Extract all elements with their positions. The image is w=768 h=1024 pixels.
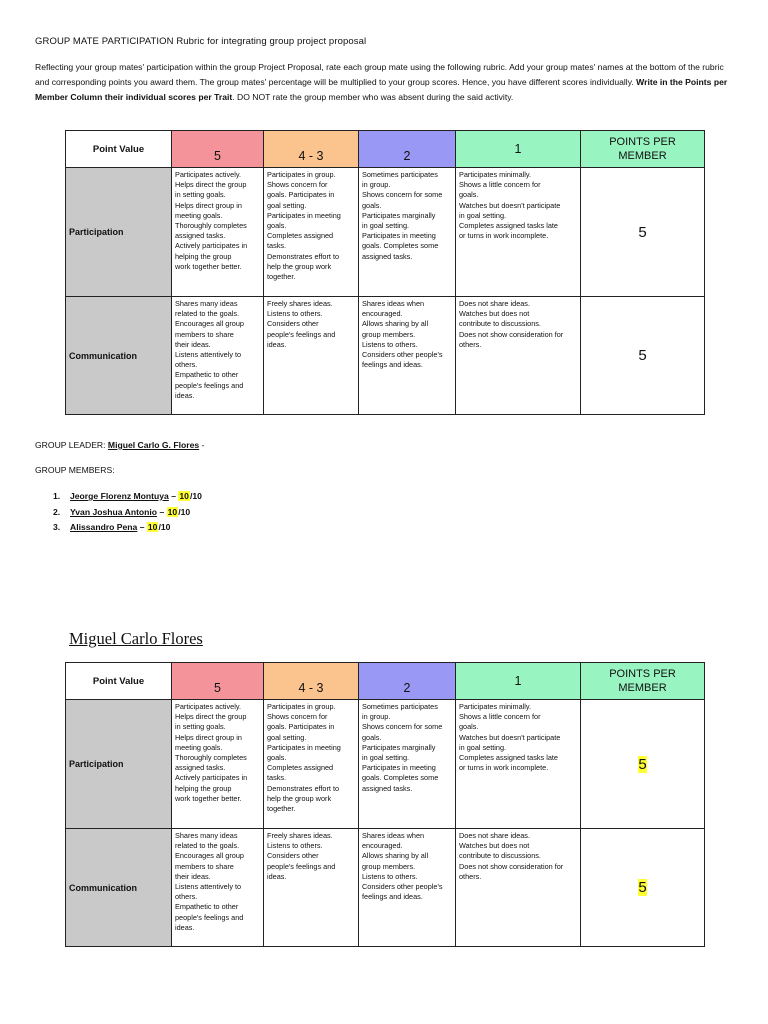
- communication-desc-2: [359, 297, 456, 415]
- group-leader: [35, 440, 204, 450]
- description-line: Participates in meeting: [267, 742, 341, 752]
- score-1-header: 1: [456, 131, 581, 168]
- description-line: in goal setting.: [362, 753, 410, 763]
- description-line: Thoroughly completes: [175, 221, 247, 231]
- description-line: others.: [175, 892, 198, 902]
- description-line: related to the goals.: [175, 841, 240, 851]
- description-line: Listens to others.: [267, 841, 323, 851]
- member-separator: –: [157, 506, 167, 517]
- description-line: work together better.: [175, 261, 242, 271]
- description-line: Encourages all group: [175, 851, 244, 861]
- description-line: feelings and ideas.: [362, 360, 423, 370]
- description-line: feelings and ideas.: [362, 892, 423, 902]
- member-number: 1.: [53, 491, 61, 501]
- description-line: Shows a little concern for: [459, 180, 541, 190]
- description-line: Participates actively.: [175, 702, 241, 711]
- description-line: Helps direct group in: [175, 732, 242, 742]
- member-total: /10: [189, 491, 202, 501]
- participation-score: 5: [638, 223, 647, 241]
- description-line: meeting goals.: [175, 742, 223, 752]
- communication-row: [66, 297, 705, 415]
- description-line: goal setting.: [267, 732, 307, 742]
- description-line: Participates in meeting: [362, 231, 436, 241]
- description-line: in setting goals.: [175, 190, 226, 200]
- participation-desc-1: [456, 168, 581, 297]
- description-line: in goal setting.: [459, 742, 507, 752]
- member-score: 10: [179, 491, 189, 501]
- description-line: Completes assigned tasks late: [459, 753, 558, 763]
- rubric-header-row: [66, 131, 705, 168]
- description-line: together.: [267, 804, 296, 814]
- description-line: Shows concern for some: [362, 722, 443, 732]
- points-per-member-line2: MEMBER: [618, 150, 667, 162]
- description-line: Empathetic to other: [175, 902, 239, 912]
- description-line: Completes assigned: [267, 231, 334, 241]
- description-line: goals.: [267, 753, 287, 763]
- list-item: [53, 505, 202, 521]
- description-line: Thoroughly completes: [175, 753, 247, 763]
- description-line: Does not show consideration for: [459, 329, 564, 339]
- description-line: Demonstrates effort to: [267, 783, 340, 793]
- points-per-member-line2: MEMBER: [618, 682, 667, 694]
- description-line: Participates marginally: [362, 210, 436, 220]
- description-line: contribute to discussions.: [459, 851, 541, 861]
- communication-label: Communication: [66, 829, 172, 947]
- description-line: in group.: [362, 712, 391, 722]
- page-title: GROUP MATE PARTICIPATION Rubric for integrating group project proposal: [35, 36, 367, 47]
- description-line: Sometimes participates: [362, 702, 438, 711]
- description-line: Listens to others.: [362, 339, 418, 349]
- description-line: or turns in work incomplete.: [459, 763, 549, 773]
- description-line: members to share: [175, 329, 234, 339]
- instructions-text: Reflecting your group mates' participation within the group Project Proposal, rate each group mate using the following rubric. Add your group mates' names at the bottom of the rubric and corresponding points you award them. The group mates' percentage will be multiplied to your group scores. Hence, you have different scores individually.: [35, 62, 724, 87]
- description-line: contribute to discussions.: [459, 319, 541, 329]
- description-line: Participates in meeting: [267, 210, 341, 220]
- communication-desc-5: [172, 829, 264, 947]
- communication-label: Communication: [66, 297, 172, 415]
- participation-points: [581, 168, 705, 297]
- description-line: encouraged.: [362, 309, 403, 319]
- description-line: Participates in group.: [267, 170, 336, 179]
- member-total: /10: [178, 506, 191, 517]
- participation-points: [581, 700, 705, 829]
- participation-label: Participation: [66, 168, 172, 297]
- communication-score: 5: [638, 347, 647, 364]
- description-line: others.: [459, 871, 482, 881]
- member-number: 3.: [53, 522, 61, 532]
- description-line: Watches but does not: [459, 309, 530, 319]
- description-line: Shares ideas when: [362, 299, 425, 308]
- description-line: Listens attentively to: [175, 350, 242, 360]
- list-item: [53, 520, 202, 536]
- description-line: work together better.: [175, 793, 242, 803]
- description-line: helping the group: [175, 783, 232, 793]
- participation-label: Participation: [66, 700, 172, 829]
- description-line: Allows sharing by all: [362, 319, 429, 329]
- description-line: goals.: [362, 200, 382, 210]
- communication-desc-4-3: [264, 297, 359, 415]
- description-line: Participates minimally.: [459, 170, 532, 179]
- description-line: Sometimes participates: [362, 170, 438, 179]
- description-line: Participates in group.: [267, 702, 336, 711]
- instructions-bold: Write in the Points per Member Column their individual scores per Trait: [35, 77, 728, 102]
- description-line: Participates in meeting: [362, 763, 436, 773]
- member-list: [53, 489, 202, 536]
- description-line: Participates minimally.: [459, 702, 532, 711]
- member-separator: –: [168, 491, 179, 501]
- description-line: Helps direct the group: [175, 712, 247, 722]
- member-number: 2.: [53, 506, 61, 517]
- description-line: Considers other: [267, 851, 319, 861]
- communication-score: 5: [638, 879, 647, 896]
- description-line: assigned tasks.: [362, 783, 413, 793]
- score-4-3-header: 4 - 3: [264, 131, 359, 168]
- member-name: Jeorge Florenz Montuya: [70, 491, 169, 501]
- description-line: Completes assigned: [267, 763, 334, 773]
- description-line: in group.: [362, 180, 391, 190]
- description-line: goals.: [267, 221, 287, 231]
- communication-desc-1: [456, 297, 581, 415]
- member-separator: –: [137, 522, 147, 532]
- participation-score: 5: [638, 755, 647, 773]
- score-5-header: 5: [172, 131, 264, 168]
- description-line: group members.: [362, 329, 416, 339]
- list-item: [53, 489, 202, 505]
- description-line: others.: [175, 360, 198, 370]
- description-line: in goal setting.: [362, 221, 410, 231]
- participation-desc-1: [456, 700, 581, 829]
- description-line: Actively participates in: [175, 241, 248, 251]
- description-line: people's feelings and: [175, 380, 244, 390]
- group-leader-suffix: -: [199, 440, 205, 450]
- participation-row: [66, 700, 705, 829]
- group-leader-label: GROUP LEADER:: [35, 440, 108, 450]
- communication-points: [581, 297, 705, 415]
- description-line: Does not show consideration for: [459, 861, 564, 871]
- participation-desc-2: [359, 700, 456, 829]
- description-line: Listens to others.: [267, 309, 323, 319]
- description-line: Actively participates in: [175, 773, 248, 783]
- description-line: assigned tasks.: [175, 231, 226, 241]
- description-line: Considers other: [267, 319, 319, 329]
- description-line: Listens attentively to: [175, 882, 242, 892]
- description-line: or turns in work incomplete.: [459, 231, 549, 241]
- description-line: group members.: [362, 861, 416, 871]
- point-value-header: Point Value: [66, 663, 172, 700]
- description-line: ideas.: [175, 390, 195, 400]
- score-5-header: 5: [172, 663, 264, 700]
- description-line: Shares many ideas: [175, 831, 238, 840]
- description-line: ideas.: [175, 922, 195, 932]
- description-line: Does not share ideas.: [459, 831, 530, 840]
- description-line: goals. Participates in: [267, 190, 335, 200]
- description-line: ideas.: [267, 339, 287, 349]
- description-line: goals.: [459, 722, 479, 732]
- rubric-header-row: [66, 663, 705, 700]
- communication-desc-1: [456, 829, 581, 947]
- section-member-name: Miguel Carlo Flores: [69, 629, 203, 648]
- description-line: tasks.: [267, 773, 287, 783]
- participation-desc-2: [359, 168, 456, 297]
- description-line: Shares ideas when: [362, 831, 425, 840]
- participation-row: [66, 168, 705, 297]
- description-line: Shows concern for some: [362, 190, 443, 200]
- description-line: Shows concern for: [267, 712, 328, 722]
- description-line: assigned tasks.: [175, 763, 226, 773]
- communication-desc-4-3: [264, 829, 359, 947]
- instructions: [35, 60, 735, 105]
- description-line: goals.: [362, 732, 382, 742]
- participation-desc-5: [172, 700, 264, 829]
- description-line: goals.: [459, 190, 479, 200]
- description-line: Allows sharing by all: [362, 851, 429, 861]
- instructions-text-2: . DO NOT rate the group member who was absent during the said activity.: [232, 92, 514, 102]
- description-line: Helps direct group in: [175, 200, 242, 210]
- description-line: goals. Completes some: [362, 773, 439, 783]
- description-line: help the group work: [267, 261, 332, 271]
- description-line: tasks.: [267, 241, 287, 251]
- description-line: their ideas.: [175, 871, 211, 881]
- description-line: others.: [459, 339, 482, 349]
- description-line: helping the group: [175, 251, 232, 261]
- description-line: goal setting.: [267, 200, 307, 210]
- member-name: Alissandro Pena: [70, 522, 138, 532]
- description-line: meeting goals.: [175, 210, 223, 220]
- description-line: people's feelings and: [267, 861, 336, 871]
- points-per-member-header: [581, 131, 705, 168]
- description-line: Watches but doesn't participate: [459, 200, 561, 210]
- description-line: Shows a little concern for: [459, 712, 541, 722]
- score-2-header: 2: [359, 663, 456, 700]
- member-total: /10: [158, 522, 171, 532]
- description-line: Completes assigned tasks late: [459, 221, 558, 231]
- points-per-member-line1: POINTS PER: [609, 668, 676, 680]
- participation-desc-5: [172, 168, 264, 297]
- description-line: people's feelings and: [175, 912, 244, 922]
- description-line: people's feelings and: [267, 329, 336, 339]
- description-line: goals. Participates in: [267, 722, 335, 732]
- member-name: Yvan Joshua Antonio: [70, 506, 158, 517]
- description-line: Considers other people's: [362, 882, 443, 892]
- description-line: Helps direct the group: [175, 180, 247, 190]
- group-leader-name: Miguel Carlo G. Flores: [107, 440, 200, 450]
- communication-points: [581, 829, 705, 947]
- points-per-member-header: [581, 663, 705, 700]
- communication-desc-2: [359, 829, 456, 947]
- description-line: Demonstrates effort to: [267, 251, 340, 261]
- description-line: goals. Completes some: [362, 241, 439, 251]
- member-score: 10: [147, 522, 158, 532]
- description-line: Shares many ideas: [175, 299, 238, 308]
- participation-desc-4-3: [264, 168, 359, 297]
- score-2-header: 2: [359, 131, 456, 168]
- group-members-label: GROUP MEMBERS:: [35, 465, 115, 475]
- description-line: related to the goals.: [175, 309, 240, 319]
- score-1-header: 1: [456, 663, 581, 700]
- description-line: Shows concern for: [267, 180, 328, 190]
- description-line: assigned tasks.: [362, 251, 413, 261]
- point-value-header: Point Value: [66, 131, 172, 168]
- description-line: in setting goals.: [175, 722, 226, 732]
- description-line: their ideas.: [175, 339, 211, 349]
- description-line: members to share: [175, 861, 234, 871]
- description-line: help the group work: [267, 793, 332, 803]
- communication-row: [66, 829, 705, 947]
- description-line: Considers other people's: [362, 350, 443, 360]
- description-line: Watches but doesn't participate: [459, 732, 561, 742]
- communication-desc-5: [172, 297, 264, 415]
- description-line: together.: [267, 272, 296, 282]
- rubric-table-2: [65, 662, 705, 947]
- description-line: encouraged.: [362, 841, 403, 851]
- description-line: Empathetic to other: [175, 370, 239, 380]
- rubric-table-1: [65, 130, 705, 415]
- description-line: Watches but does not: [459, 841, 530, 851]
- description-line: Encourages all group: [175, 319, 244, 329]
- description-line: Freely shares ideas.: [267, 831, 333, 840]
- description-line: Freely shares ideas.: [267, 299, 333, 308]
- member-score: 10: [167, 506, 178, 517]
- score-4-3-header: 4 - 3: [264, 663, 359, 700]
- description-line: ideas.: [267, 871, 287, 881]
- participation-desc-4-3: [264, 700, 359, 829]
- description-line: Listens to others.: [362, 871, 418, 881]
- description-line: in goal setting.: [459, 210, 507, 220]
- description-line: Does not share ideas.: [459, 299, 530, 308]
- points-per-member-line1: POINTS PER: [609, 136, 676, 148]
- description-line: Participates marginally: [362, 742, 436, 752]
- description-line: Participates actively.: [175, 170, 241, 179]
